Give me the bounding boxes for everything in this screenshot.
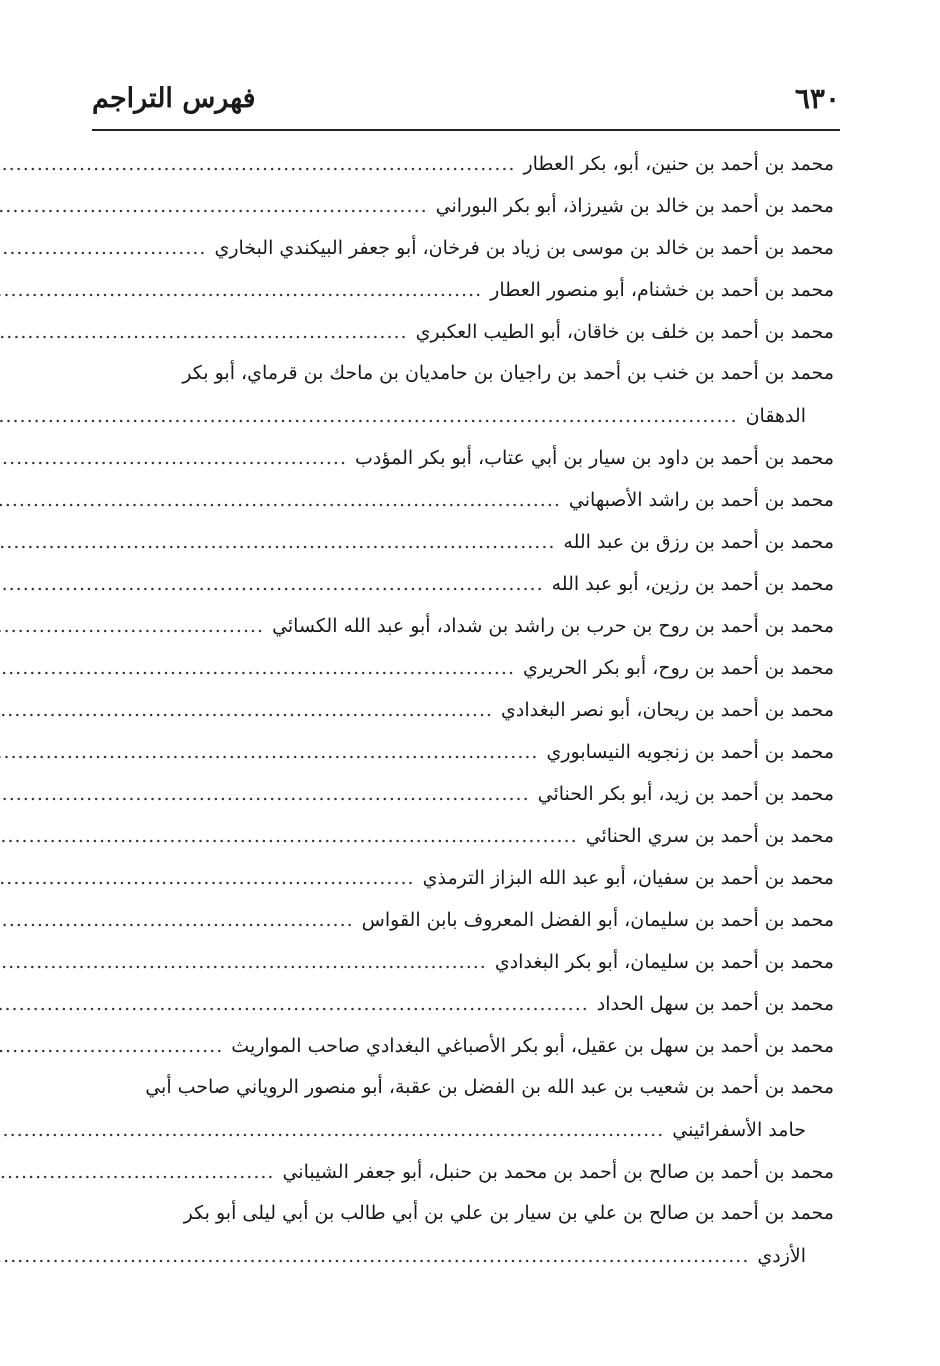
index-entry-continuation [100,1234,834,1276]
index-entry [100,1192,834,1234]
leader-dots [0,1151,274,1193]
index-entry [100,478,834,520]
entry-name: محمد بن أحمد بن رزين، أبو عبد الله [551,573,834,595]
leader-dots [0,143,515,185]
entry-name: محمد بن أحمد بن سري الحنائي [585,825,834,847]
leader-dots [0,941,487,983]
leader-dots [0,1025,223,1067]
index-entry [100,730,834,772]
leader-dots [0,689,493,731]
entry-name: حامد الأسفرائيني [672,1119,806,1141]
entry-name: محمد بن أحمد بن زيد، أبو بكر الحنائي [537,783,834,805]
leader-dots [0,479,561,521]
entry-name: محمد بن أحمد بن روح بن حرب بن راشد بن شداد، أبو عبد الله الكسائي [272,615,834,637]
index-entry [100,898,834,940]
entry-name: محمد بن أحمد بن شعيب بن عبد الله بن الفضل بن عقبة، أبو منصور الروياني صاحب أبي [145,1076,834,1098]
leader-dots [0,227,206,269]
entry-name: محمد بن أحمد بن صالح بن أحمد بن محمد بن حنبل، أبو جعفر الشيباني [282,1161,834,1183]
entry-name: محمد بن أحمد بن خشنام، أبو منصور العطار [490,279,834,301]
entry-name: محمد بن أحمد بن ريحان، أبو نصر البغدادي [501,699,834,721]
index-entry [100,1150,834,1192]
index-entry [100,1066,834,1108]
index-entry [100,268,834,310]
entry-name: محمد بن أحمد بن خالد بن شيرزاذ، أبو بكر البوراني [435,195,834,217]
leader-dots [0,563,544,605]
leader-dots [0,815,578,857]
index-entry [100,1024,834,1066]
entry-name: محمد بن أحمد بن راشد الأصبهاني [568,489,834,511]
entry-name: محمد بن أحمد بن حنين، أبو، بكر العطار [523,153,834,175]
index-entry [100,436,834,478]
index-entry [100,184,834,226]
entry-name: محمد بن أحمد بن زنجويه النيسابوري [546,741,834,763]
leader-dots [0,395,738,437]
leader-dots [0,605,264,647]
entry-name: محمد بن أحمد بن سليمان، أبو بكر البغدادي [494,951,834,973]
leader-dots [0,647,515,689]
leader-dots [0,437,347,479]
leader-dots [0,1235,749,1277]
leader-dots [0,521,555,563]
index-entry [100,688,834,730]
entry-name: محمد بن أحمد بن خلف بن خاقان، أبو الطيب العكبري [415,321,834,343]
index-entry [100,772,834,814]
index-entry [100,646,834,688]
entry-name: الأزدي [757,1245,806,1267]
index-entry [100,352,834,394]
index-entry [100,814,834,856]
entry-name: الدهقان [745,405,806,427]
page-header [92,74,840,122]
page-number: ٦٣٠ [794,81,840,115]
entry-name: محمد بن أحمد بن صالح بن علي بن سيار بن علي بن أبي طالب بن أبي ليلى أبو بكر [183,1202,834,1224]
index-entry [100,940,834,982]
index-entry-continuation [100,1108,834,1150]
entry-name: محمد بن أحمد بن خالد بن موسى بن زياد بن فرخان، أبو جعفر البيكندي البخاري [214,237,834,259]
index-entries [100,142,834,1276]
leader-dots [0,269,482,311]
header-rule [92,129,840,131]
index-entry [100,310,834,352]
leader-dots [0,857,415,899]
entry-name: محمد بن أحمد بن رزق بن عبد الله [563,531,834,553]
index-entry [100,562,834,604]
leader-dots [0,899,354,941]
index-entry [100,856,834,898]
entry-name: محمد بن أحمد بن داود بن سيار بن أبي عتاب، أبو بكر المؤدب [355,447,834,469]
leader-dots [0,1109,664,1151]
leader-dots [0,983,589,1025]
entry-name: محمد بن أحمد بن روح، أبو بكر الحريري [522,657,834,679]
index-entry [100,142,834,184]
entry-name: محمد بن أحمد بن سهل الحداد [596,993,834,1015]
leader-dots [0,185,428,227]
leader-dots [0,773,530,815]
page-title: فهرس التراجم [92,82,256,114]
leader-dots [0,311,408,353]
entry-name: محمد بن أحمد بن سليمان، أبو الفضل المعروف بابن القواس [361,909,834,931]
leader-dots [0,731,538,773]
entry-name: محمد بن أحمد بن خنب بن أحمد بن راجيان بن حامديان بن ماحك بن قرماي، أبو بكر [182,362,834,384]
index-entry [100,226,834,268]
index-entry [100,520,834,562]
index-entry [100,604,834,646]
index-entry-continuation [100,394,834,436]
entry-name: محمد بن أحمد بن سفيان، أبو عبد الله البزاز الترمذي [422,867,834,889]
entry-name: محمد بن أحمد بن سهل بن عقيل، أبو بكر الأصباغي البغدادي صاحب المواريث [231,1035,834,1057]
index-entry [100,982,834,1024]
